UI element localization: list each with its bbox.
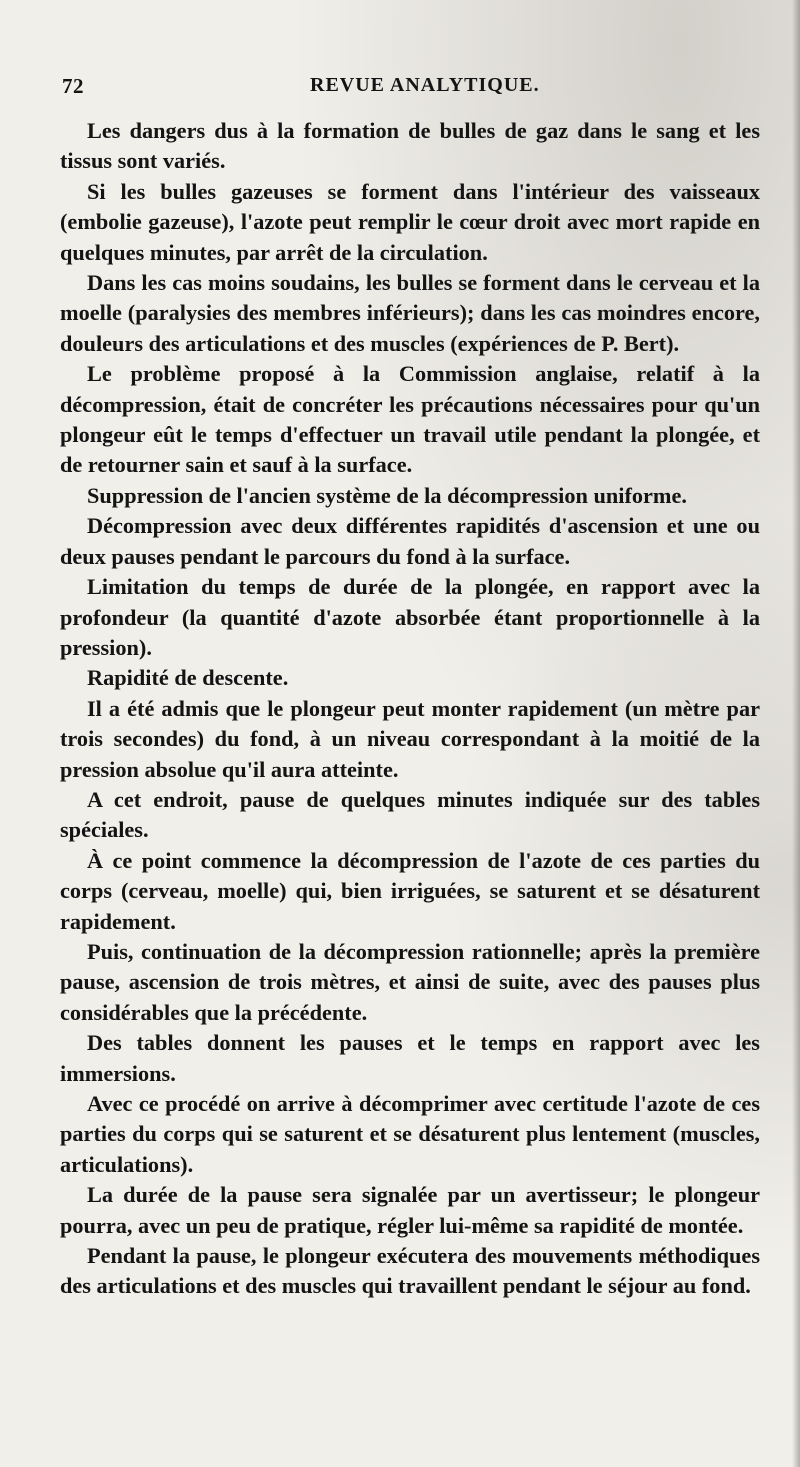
paragraph: Décompression avec deux différentes rapidités d'ascension et une ou deux pauses pendant le parcours du fond à la surface.: [60, 513, 760, 569]
paragraph: Puis, continuation de la décompression rationnelle; après la première pause, ascension de trois mètres, et ainsi de suite, avec des pauses plus considérables que la précédente.: [60, 938, 760, 1025]
paragraph: La durée de la pause sera signalée par un avertisseur; le plongeur pourra, avec un peu de pratique, régler lui-même sa rapidité de montée.: [60, 1182, 760, 1238]
page-number: 72: [62, 74, 84, 98]
paragraph: A cet endroit, pause de quelques minutes indiquée sur des tables spéciales.: [60, 786, 760, 843]
article-body: [60, 116, 760, 1302]
running-title: REVUE ANALYTIQUE.: [310, 74, 540, 96]
paragraph: Suppression de l'ancien système de la décompression uniforme.: [87, 482, 687, 508]
paragraph: Avec ce procédé on arrive à décomprimer avec certitude l'azote de ces parties du corps qui se saturent et se désaturent plus lentement (muscles, articulations).: [60, 1091, 760, 1177]
page-header: [62, 74, 752, 108]
paragraph: Dans les cas moins soudains, les bulles se forment dans le cerveau et la moelle (paralysies des membres inférieurs); dans les cas moindres encore, douleurs des articulations et des muscles (expériences de P. Bert).: [60, 270, 760, 356]
paragraph: Pendant la pause, le plongeur exécutera des mouvements méthodiques des articulations et des muscles qui travaillent pendant le séjour au fond.: [60, 1243, 760, 1299]
paragraph: À ce point commence la décompression de l'azote de ces parties du corps (cerveau, moelle) qui, bien irriguées, se saturent et se désaturent rapidement.: [60, 847, 760, 934]
paragraph: Rapidité de descente.: [87, 665, 289, 691]
paragraph: Si les bulles gazeuses se forment dans l'intérieur des vaisseaux (embolie gazeuse), l'azote peut remplir le cœur droit avec mort rapide en quelques minutes, par arrêt de la circulation.: [60, 178, 760, 265]
paragraph: Il a été admis que le plongeur peut monter rapidement (un mètre par trois secondes) du fond, à un niveau correspondant à la moitié de la pression absolue qu'il aura atteinte.: [60, 695, 760, 782]
paragraph: Le problème proposé à la Commission anglaise, relatif à la décompression, était de concréter les précautions nécessaires pour qu'un plongeur eût le temps d'effectuer un travail utile pendant la plongée, et de retourner sain et sauf à la surface.: [60, 361, 760, 478]
paragraph: Limitation du temps de durée de la plongée, en rapport avec la profondeur (la quantité d'azote absorbée étant proportionnelle à la pression).: [60, 574, 760, 660]
paragraph: Des tables donnent les pauses et le temps en rapport avec les immersions.: [60, 1030, 760, 1086]
page-edge-shadow: [792, 0, 800, 1467]
paragraph: Les dangers dus à la formation de bulles de gaz dans le sang et les tissus sont variés.: [60, 118, 760, 174]
